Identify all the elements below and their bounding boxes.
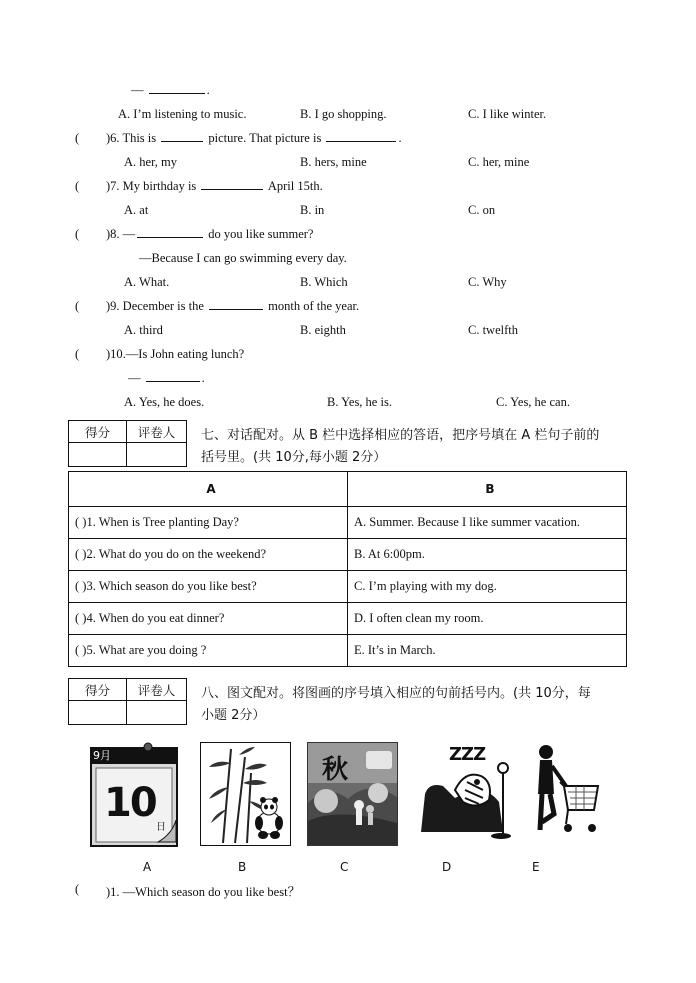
score-cell[interactable] — [69, 443, 127, 467]
q8-option-a: A. What. — [124, 275, 170, 289]
bamboo-panda-picture — [200, 742, 291, 846]
question-6 — [106, 131, 402, 146]
q5-option-b: B. I go shopping. — [300, 107, 387, 121]
q8-number: )8. — [106, 227, 120, 241]
s8-q1-text: —Which season do you like best？ — [122, 885, 301, 899]
q9-option-c: C. twelfth — [468, 323, 518, 337]
question-8 — [106, 227, 314, 242]
question-9 — [106, 299, 359, 314]
picture-label-c: C — [340, 860, 349, 874]
table-row — [69, 539, 627, 571]
section-7-title-line2: 括号里。(共 10分,每小题 2分） — [201, 450, 387, 465]
q10-answer-line — [128, 371, 205, 386]
grader-cell[interactable] — [127, 443, 187, 467]
q6-end: . — [398, 131, 402, 145]
q6-option-c: C. her, mine — [468, 155, 530, 169]
picture-label-b: B — [238, 860, 247, 874]
answer-blank[interactable] — [137, 236, 203, 238]
q10-option-a: A. Yes, he does. — [124, 395, 205, 409]
row-b-5: E. It’s in March. — [348, 635, 627, 667]
q10-option-b: B. Yes, he is. — [327, 395, 392, 409]
table-row — [69, 507, 627, 539]
calendar-picture — [88, 742, 180, 850]
section-7-title-line1: 七、对话配对。从 B 栏中选择相应的答语，把序号填在 A 栏句子前的 — [201, 428, 600, 443]
score-box-7 — [68, 420, 187, 467]
answer-blank[interactable] — [201, 188, 263, 190]
shopping-picture — [520, 742, 600, 844]
q7-pre: My birthday is — [122, 179, 197, 193]
score-cell[interactable] — [69, 701, 127, 725]
q9-number: )9. — [106, 299, 120, 313]
section-8-title-line2: 小题 2分） — [201, 708, 266, 723]
picture-label-e: E — [532, 860, 540, 874]
row-a-4[interactable]: ( )4. When do you eat dinner? — [69, 603, 348, 635]
score-label: 得分 — [69, 679, 127, 701]
q6-option-b: B. hers, mine — [300, 155, 367, 169]
answer-blank[interactable] — [209, 308, 263, 310]
picture-label-a: A — [143, 860, 152, 874]
autumn-picture — [307, 742, 398, 846]
grader-label: 评卷人 — [127, 421, 187, 443]
q5-answer-line: — . — [131, 83, 210, 97]
q9-option-b: B. eighth — [300, 323, 346, 337]
answer-blank[interactable] — [326, 140, 396, 142]
grader-cell[interactable] — [127, 701, 187, 725]
q7-option-b: B. in — [300, 203, 325, 217]
answer-blank[interactable] — [146, 380, 200, 382]
q9-option-a: A. third — [124, 323, 163, 337]
q5-option-c: C. I like winter. — [468, 107, 547, 121]
answer-blank[interactable] — [149, 92, 205, 94]
row-a-2[interactable]: ( )2. What do you do on the weekend? — [69, 539, 348, 571]
table-row — [69, 571, 627, 603]
section-8-title-line1: 八、图文配对。将图画的序号填入相应的句前括号内。(共 10分，每 — [201, 686, 591, 701]
row-b-4: D. I often clean my room. — [348, 603, 627, 635]
q8-pre: — — [122, 227, 136, 241]
s8-q1-number: )1. — [106, 885, 120, 899]
question-7 — [106, 179, 323, 194]
q8-post: do you like summer? — [208, 227, 314, 241]
q10-option-c: C. Yes, he can. — [496, 395, 570, 409]
q10-number: )10. — [106, 347, 126, 361]
row-b-2: B. At 6:00pm. — [348, 539, 627, 571]
q7-option-c: C. on — [468, 203, 496, 217]
column-a-header: A — [69, 472, 348, 507]
grader-label: 评卷人 — [127, 679, 187, 701]
q6-pre: This is — [122, 131, 157, 145]
q8-answer: —Because I can go swimming every day. — [139, 251, 347, 265]
period: . — [201, 371, 205, 385]
row-a-3[interactable]: ( )3. Which season do you like best? — [69, 571, 348, 603]
sleep-zzz-text: ZZZ — [449, 744, 486, 765]
sleeping-picture — [415, 742, 515, 844]
answer-paren-open[interactable]: ( — [75, 179, 80, 193]
answer-paren-open[interactable]: ( — [75, 227, 80, 241]
answer-paren-open[interactable]: ( — [75, 131, 80, 145]
calendar-day-suffix: 日 — [156, 822, 166, 833]
q8-option-c: C. Why — [468, 275, 507, 289]
matching-table — [68, 471, 627, 667]
q8-option-b: B. Which — [300, 275, 348, 289]
q7-number: )7. — [106, 179, 120, 193]
answer-paren-open[interactable]: ( — [75, 299, 80, 313]
q7-option-a: A. at — [124, 203, 149, 217]
q5-option-a: A. I’m listening to music. — [118, 107, 247, 121]
calendar-month: 9月 — [93, 749, 111, 762]
column-b-header: B — [348, 472, 627, 507]
answer-blank[interactable] — [161, 140, 203, 142]
q6-mid: picture. That picture is — [208, 131, 322, 145]
answer-paren-open[interactable]: ( — [75, 347, 80, 361]
calendar-day: 10 — [104, 780, 156, 826]
q7-post: April 15th. — [267, 179, 323, 193]
q9-pre: December is the — [122, 299, 204, 313]
autumn-character: 秋 — [322, 755, 349, 785]
q10-text: —Is John eating lunch? — [125, 347, 245, 361]
picture-label-d: D — [442, 860, 452, 874]
score-label: 得分 — [69, 421, 127, 443]
dash: — — [131, 83, 144, 97]
score-box-8 — [68, 678, 187, 725]
q6-number: )6. — [106, 131, 120, 145]
answer-paren-open[interactable]: ( — [75, 882, 80, 896]
section-8-question-1 — [106, 882, 300, 900]
row-b-1: A. Summer. Because I like summer vacation. — [348, 507, 627, 539]
row-a-5[interactable]: ( )5. What are you doing ? — [69, 635, 348, 667]
question-10 — [106, 347, 244, 362]
dash: — — [128, 371, 141, 385]
q9-post: month of the year. — [268, 299, 360, 313]
q6-option-a: A. her, my — [124, 155, 177, 169]
table-row — [69, 635, 627, 667]
row-a-1[interactable]: ( )1. When is Tree planting Day? — [69, 507, 348, 539]
row-b-3: C. I’m playing with my dog. — [348, 571, 627, 603]
table-row — [69, 603, 627, 635]
